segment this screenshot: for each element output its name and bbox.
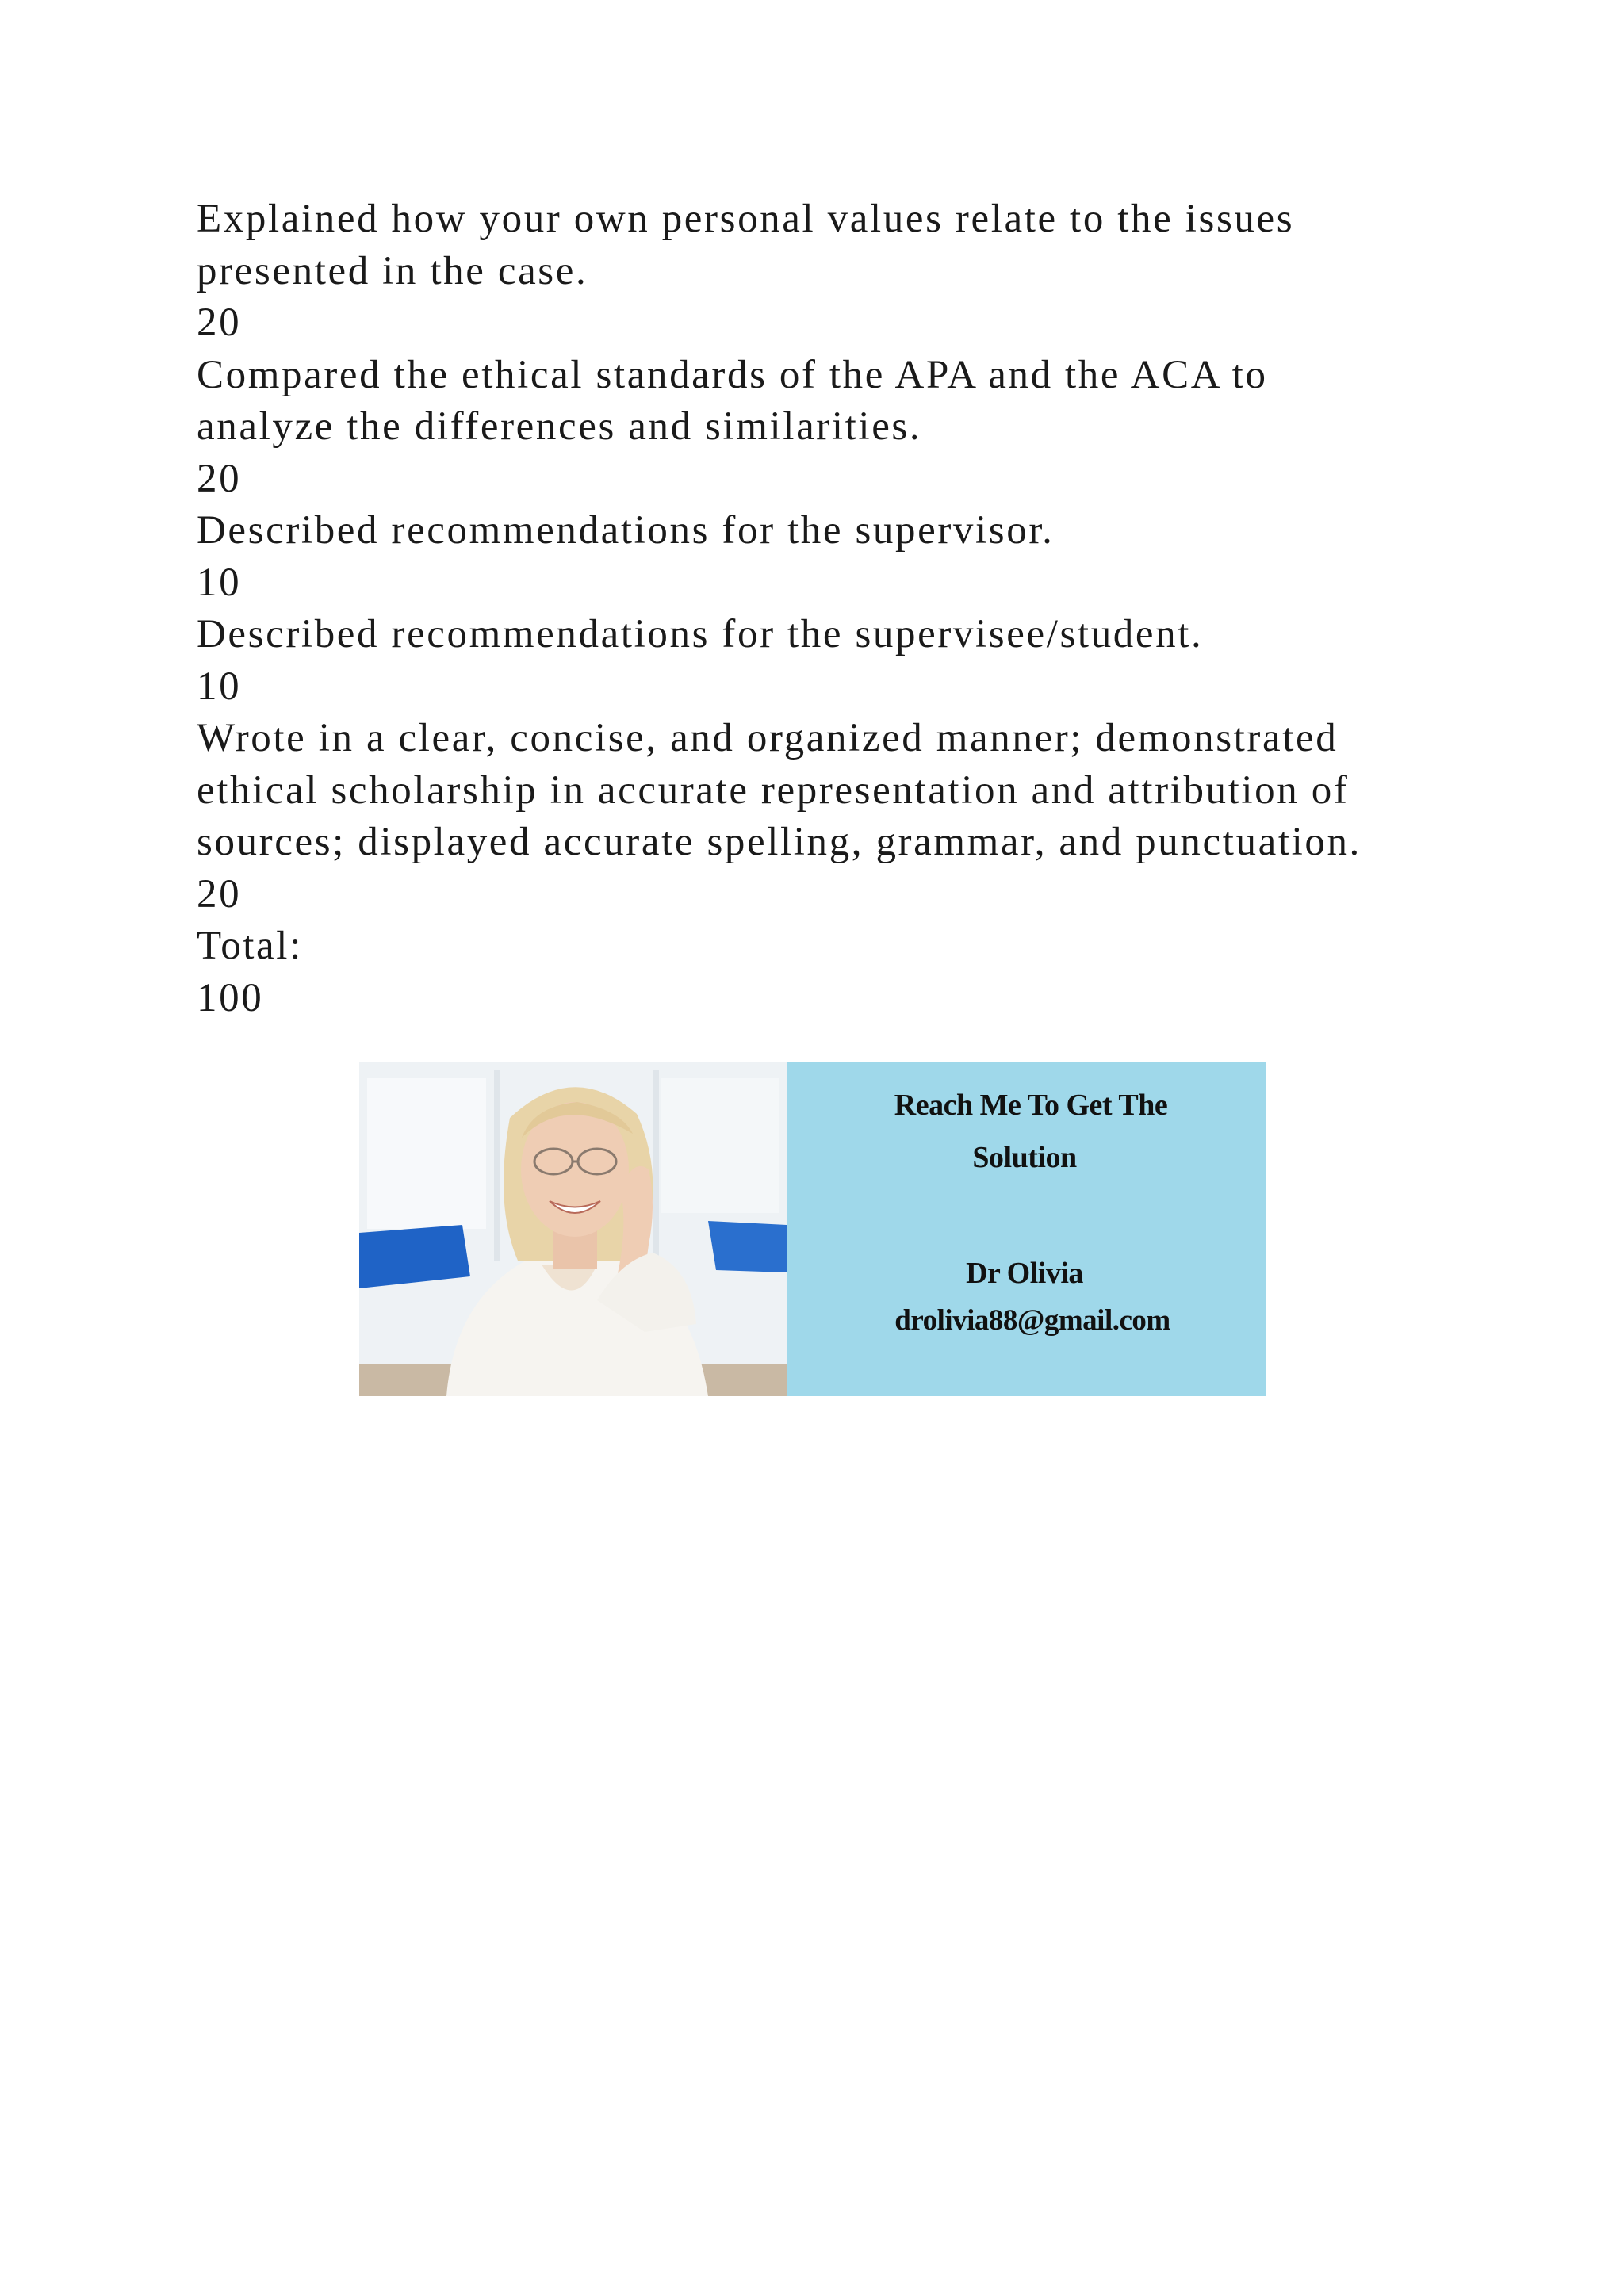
rubric-line: presented in the case. xyxy=(197,248,588,293)
banner-headline: Reach Me To Get The xyxy=(894,1089,1168,1122)
total-label: Total: xyxy=(197,924,303,968)
rubric-line: Wrote in a clear, concise, and organized manner; demonstrated xyxy=(197,716,1339,760)
rubric-points: 10 xyxy=(197,560,242,605)
woman-photo xyxy=(359,1062,787,1396)
rubric-line: Described recommendations for the supervisor. xyxy=(197,508,1055,553)
rubric-line: Explained how your own personal values relate to the issues xyxy=(197,197,1295,241)
rubric-points: 10 xyxy=(197,664,242,709)
contact-panel xyxy=(787,1062,1266,1396)
rubric-line: Compared the ethical standards of the APA and the ACA to xyxy=(197,352,1268,397)
contact-email: drolivia88@gmail.com xyxy=(894,1304,1170,1337)
banner-headline-2: Solution xyxy=(972,1141,1077,1174)
rubric-line: sources; displayed accurate spelling, grammar, and punctuation. xyxy=(197,820,1362,864)
rubric-points: 20 xyxy=(197,456,242,501)
contact-banner xyxy=(359,1062,1266,1396)
rubric-line: ethical scholarship in accurate representation and attribution of xyxy=(197,767,1350,813)
total-value: 100 xyxy=(197,975,264,1020)
rubric-line: Described recommendations for the supervisee/student. xyxy=(197,612,1204,656)
rubric-text xyxy=(197,193,1434,1024)
rubric-points: 20 xyxy=(197,871,242,916)
rubric-points: 20 xyxy=(197,300,242,345)
contact-name: Dr Olivia xyxy=(966,1257,1083,1290)
rubric-line: analyze the differences and similarities. xyxy=(197,404,922,449)
